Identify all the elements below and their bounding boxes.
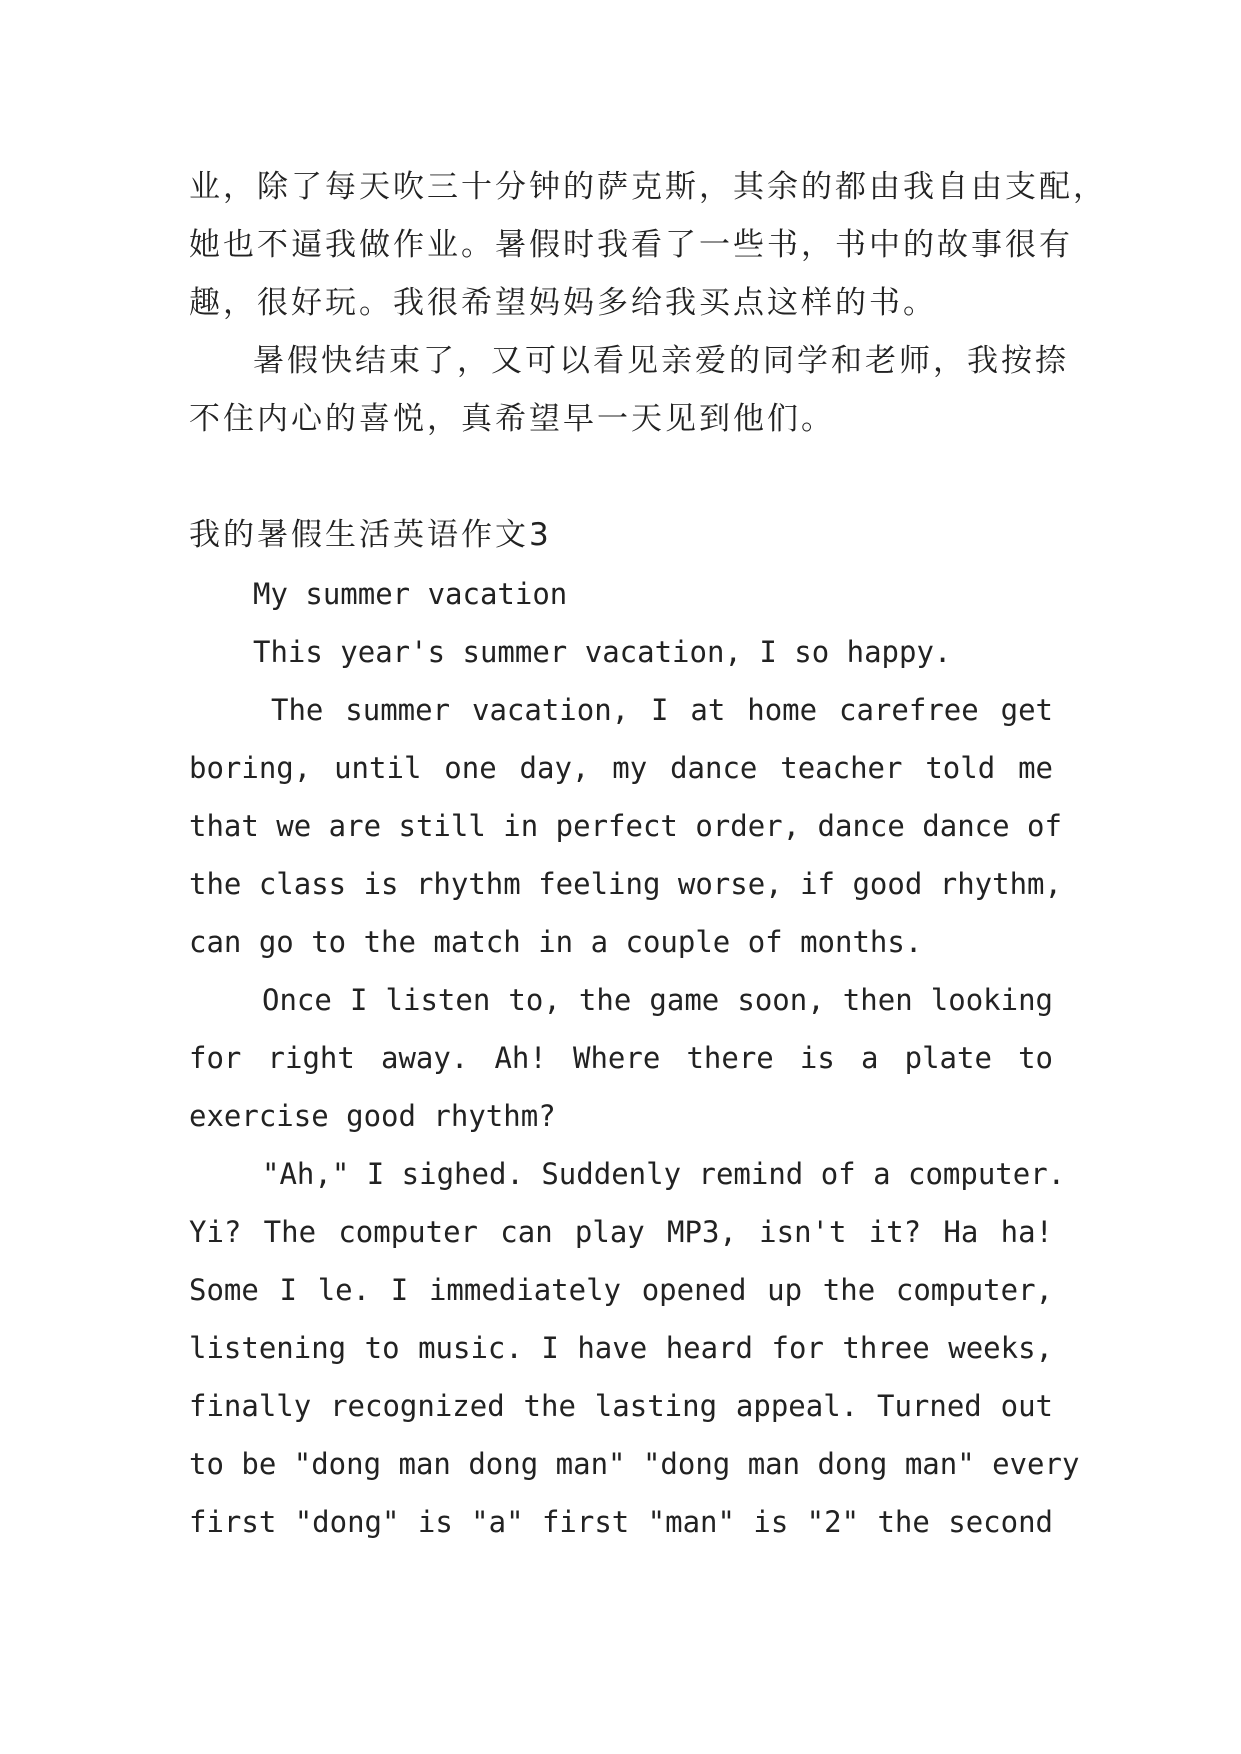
paragraph-line: finally recognized the lasting appeal. Turned out <box>189 1389 1053 1423</box>
paragraph-line: 不住内心的喜悦，真希望早一天见到他们。 <box>189 401 835 437</box>
essay-title: My summer vacation <box>253 577 568 611</box>
paragraph-line: The summer vacation, I at home carefree get <box>271 693 1053 727</box>
paragraph-line: exercise good rhythm? <box>189 1099 556 1133</box>
paragraph-line: boring, until one day, my dance teacher told me <box>189 751 1053 785</box>
paragraph-line: that we are still in perfect order, dance dance of <box>189 809 1062 843</box>
paragraph-line: for right away. Ah! Where there is a plate to <box>189 1041 1053 1075</box>
paragraph-line: 她也不逼我做作业。暑假时我看了一些书，书中的故事很有 <box>189 227 1073 263</box>
paragraph-line: Some I le. I immediately opened up the computer, <box>189 1273 1053 1307</box>
paragraph-line: 趣，很好玩。我很希望妈妈多给我买点这样的书。 <box>189 285 937 321</box>
paragraph-line: This year's summer vacation, I so happy. <box>253 635 952 669</box>
paragraph-line: to be "dong man dong man" "dong man dong man" every <box>189 1447 1080 1481</box>
paragraph-line: first "dong" is "a" first "man" is "2" the second <box>189 1505 1053 1539</box>
section-heading: 我的暑假生活英语作文3 <box>189 517 552 553</box>
paragraph-line: 暑假快结束了，又可以看见亲爱的同学和老师，我按捺 <box>253 343 1069 379</box>
paragraph-line: can go to the match in a couple of months. <box>189 925 923 959</box>
paragraph-line: the class is rhythm feeling worse, if good rhythm, <box>189 867 1062 901</box>
paragraph-line: Once I listen to, the game soon, then looking <box>262 983 1053 1017</box>
paragraph-line: "Ah," I sighed. Suddenly remind of a computer. <box>262 1157 1066 1191</box>
paragraph-line: 业，除了每天吹三十分钟的萨克斯，其余的都由我自由支配， <box>189 169 1107 205</box>
paragraph-line: listening to music. I have heard for three weeks, <box>189 1331 1053 1365</box>
paragraph-line: Yi? The computer can play MP3, isn't it? Ha ha! <box>189 1215 1053 1249</box>
